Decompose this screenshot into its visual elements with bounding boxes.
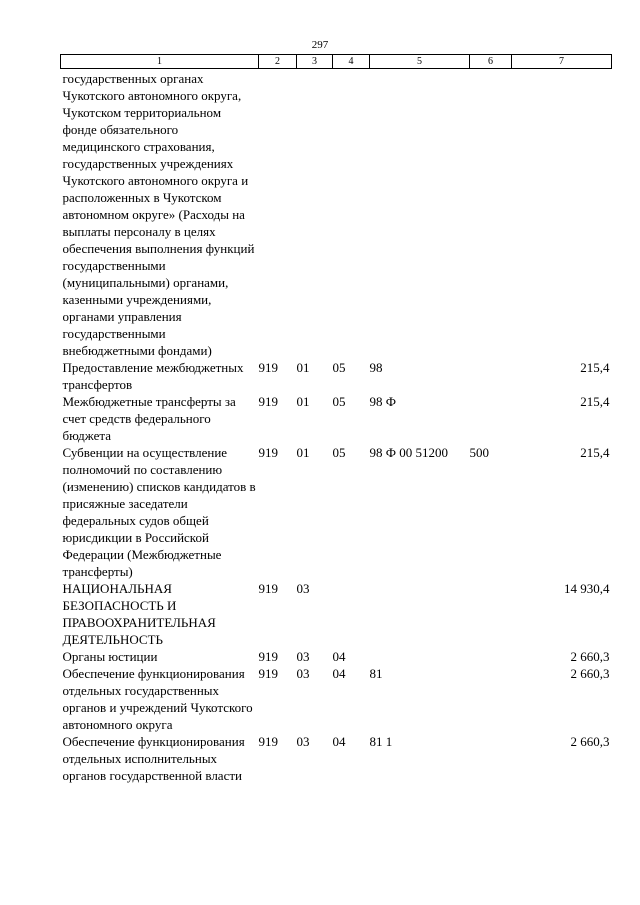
subsection-code-cell — [333, 580, 370, 648]
table-row — [61, 733, 612, 784]
table-row — [61, 580, 612, 648]
subsection-code-cell — [333, 69, 370, 360]
expense-type-cell — [470, 580, 512, 648]
header-row — [61, 55, 612, 69]
target-code-cell: 98 — [369, 360, 383, 375]
row-name-cell: Обеспечение функционирования отдельных исполнительных органов государственной власти — [62, 734, 245, 783]
target-code-cell — [370, 69, 470, 360]
expense-type-cell — [470, 733, 512, 784]
target-code-cell: 81 — [369, 666, 383, 681]
subsection-code-cell: 05 — [332, 445, 346, 460]
amount-cell — [512, 69, 612, 360]
section-code-cell: 03 — [296, 649, 310, 664]
target-code-cell — [370, 580, 470, 648]
expense-type-cell — [470, 648, 512, 665]
row-name-cell: Субвенции на осуществление полномочий по составлению (изменению) списков кандидатов в присяжные заседатели федеральных судов общей юрисдикции в Российской Федерации (Межбюджетные трансферты) — [62, 445, 256, 579]
expense-type-cell: 500 — [469, 445, 489, 460]
section-code-cell: 01 — [296, 394, 310, 409]
subsection-code-cell: 04 — [332, 649, 346, 664]
table-row — [61, 444, 612, 580]
target-code-cell — [370, 648, 470, 665]
section-code-cell: 03 — [296, 581, 310, 596]
section-code-cell — [297, 69, 333, 360]
table-header — [61, 55, 612, 69]
admin-code-cell: 919 — [258, 360, 278, 375]
admin-code-cell: 919 — [258, 394, 278, 409]
subsection-code-cell: 05 — [332, 394, 346, 409]
table-row — [61, 393, 612, 444]
admin-code-cell: 919 — [258, 445, 278, 460]
amount-cell: 2 660,3 — [570, 666, 610, 681]
column-header: 2 — [259, 55, 297, 69]
row-name-cell: НАЦИОНАЛЬНАЯ БЕЗОПАСНОСТЬ И ПРАВООХРАНИТЕЛЬНАЯ ДЕЯТЕЛЬНОСТЬ — [62, 581, 216, 647]
section-code-cell: 03 — [296, 666, 310, 681]
column-header: 5 — [370, 55, 470, 69]
expense-type-cell — [470, 393, 512, 444]
column-header: 7 — [512, 55, 612, 69]
section-code-cell: 03 — [296, 734, 310, 749]
admin-code-cell: 919 — [258, 666, 278, 681]
table-row — [61, 69, 612, 360]
row-name-cell: Межбюджетные трансферты за счет средств федерального бюджета — [62, 394, 236, 443]
expense-type-cell — [470, 69, 512, 360]
amount-cell: 2 660,3 — [570, 649, 610, 664]
table-row — [61, 648, 612, 665]
column-header: 1 — [61, 55, 259, 69]
row-name-cell: государственных органах Чукотского автономного округа, Чукотском территориальном фонде обязательного медицинского страхования, государственных учреждениях Чукотского автономного округа и расположенных в Чукотском автономном округе» (Расходы на выплаты персоналу в целях обеспечения выполнения функций государственными (муниципальными) органами, казенными учреждениями, органами управления государственными внебюджетными фондами) — [62, 71, 255, 358]
subsection-code-cell: 04 — [332, 666, 346, 681]
column-header: 4 — [333, 55, 370, 69]
page-number: 297 — [311, 39, 329, 51]
table-row — [61, 665, 612, 733]
admin-code-cell — [259, 69, 297, 360]
budget-table — [60, 54, 612, 784]
section-code-cell: 01 — [296, 445, 310, 460]
target-code-cell: 98 Ф — [369, 394, 397, 409]
section-code-cell: 01 — [296, 360, 310, 375]
target-code-cell: 98 Ф 00 51200 — [369, 445, 449, 460]
table-row — [61, 359, 612, 393]
row-name-cell: Обеспечение функционирования отдельных государственных органов и учреждений Чукотского автономного округа — [62, 666, 253, 732]
amount-cell: 215,4 — [580, 394, 610, 409]
subsection-code-cell: 04 — [332, 734, 346, 749]
column-header: 3 — [297, 55, 333, 69]
subsection-code-cell: 05 — [332, 360, 346, 375]
admin-code-cell: 919 — [258, 734, 278, 749]
table-body — [61, 69, 612, 785]
expense-type-cell — [470, 359, 512, 393]
target-code-cell: 81 1 — [369, 734, 393, 749]
admin-code-cell: 919 — [258, 649, 278, 664]
amount-cell: 2 660,3 — [570, 734, 610, 749]
column-header: 6 — [470, 55, 512, 69]
row-name-cell: Предоставление межбюджетных трансфертов — [62, 360, 244, 392]
row-name-cell: Органы юстиции — [62, 649, 158, 664]
admin-code-cell: 919 — [258, 581, 278, 596]
amount-cell: 14 930,4 — [564, 581, 610, 596]
expense-type-cell — [470, 665, 512, 733]
amount-cell: 215,4 — [580, 360, 610, 375]
amount-cell: 215,4 — [580, 445, 610, 460]
